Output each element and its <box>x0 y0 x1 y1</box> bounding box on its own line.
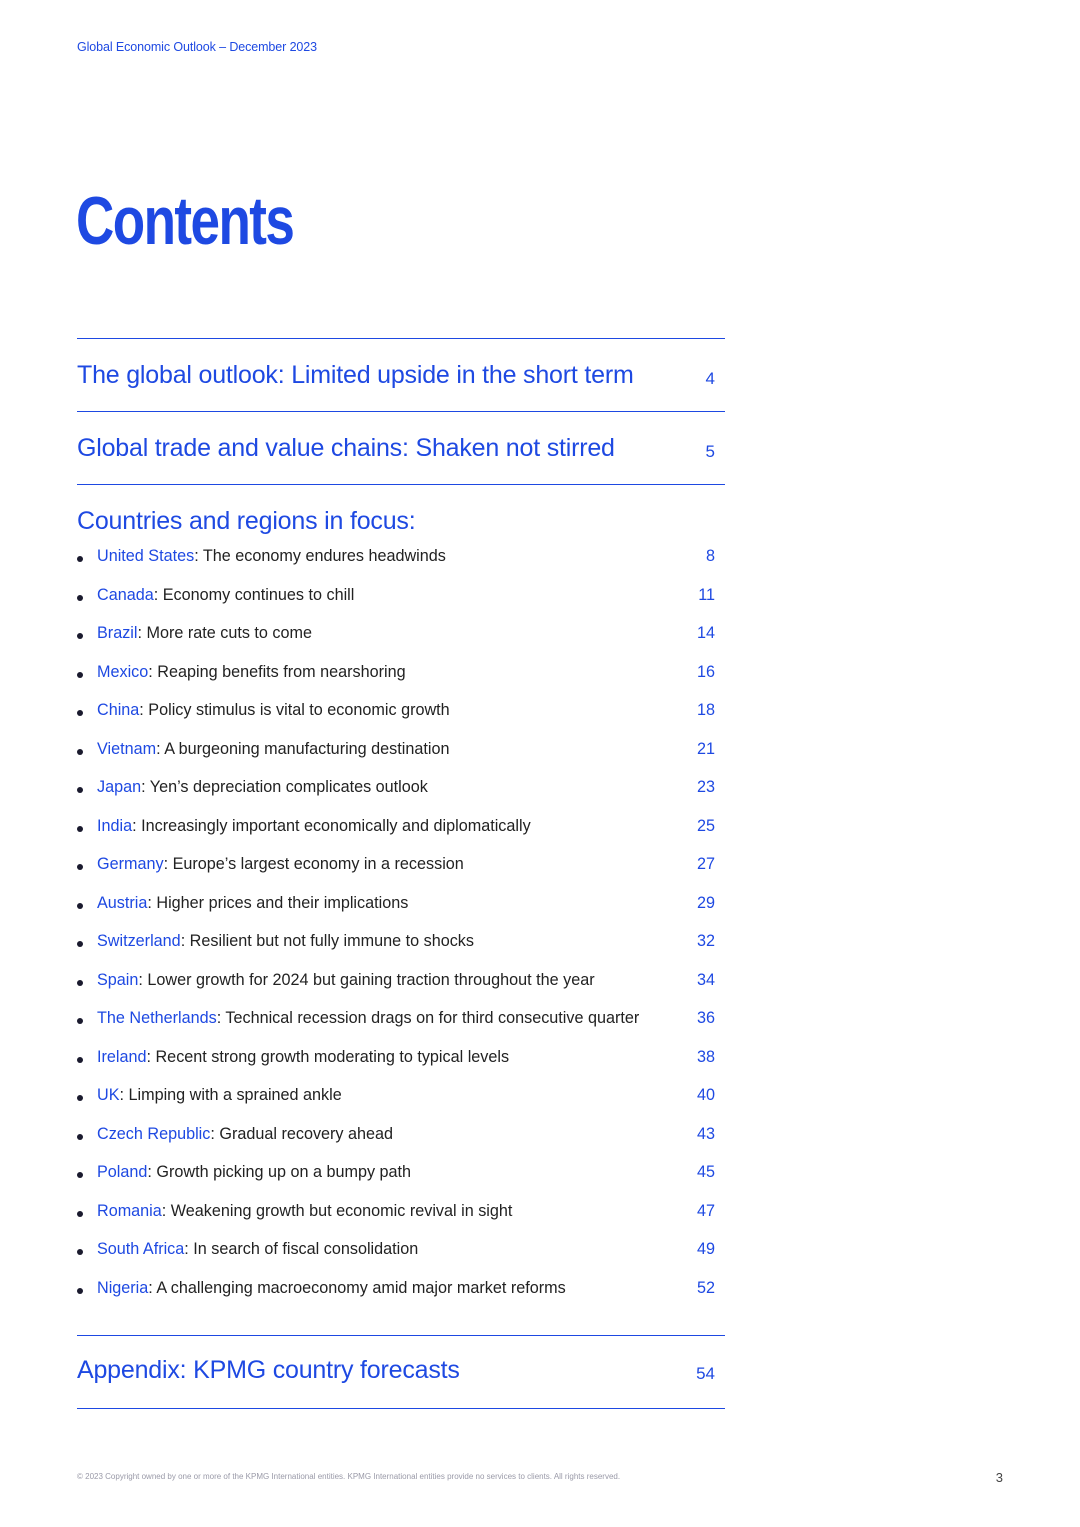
bullet-icon <box>77 1095 83 1101</box>
list-item-page: 8 <box>705 547 715 565</box>
list-item-text <box>97 663 406 682</box>
country-description: : Economy continues to chill <box>153 585 355 604</box>
country-description: : Resilient but not fully immune to shocks <box>180 932 474 950</box>
list-item[interactable] <box>77 778 725 817</box>
list-item-page: 32 <box>696 932 715 950</box>
list-item-text <box>97 586 354 605</box>
country-description: : Reaping benefits from nearshoring <box>148 662 406 681</box>
country-description: : Technical recession drags on for third consecutive quarter <box>216 1009 640 1027</box>
country-description: : Policy stimulus is vital to economic growth <box>139 701 450 719</box>
running-header: Global Economic Outlook – December 2023 <box>77 40 317 54</box>
country-name: Austria <box>97 893 148 912</box>
toc-entry-page: 54 <box>696 1364 715 1383</box>
country-name: Spain <box>97 970 139 989</box>
country-description: : Increasingly important economically and diplomatically <box>132 816 531 835</box>
list-item-page: 14 <box>696 624 715 642</box>
list-item[interactable] <box>77 586 725 625</box>
list-item[interactable] <box>77 624 725 663</box>
country-description: : Europe’s largest economy in a recession <box>163 855 464 873</box>
country-name: Germany <box>97 855 164 873</box>
country-name: Brazil <box>97 624 138 642</box>
list-item-text <box>97 740 449 759</box>
list-item[interactable] <box>77 1202 725 1241</box>
bullet-icon <box>77 864 83 870</box>
country-name: Nigeria <box>97 1278 149 1297</box>
bullet-icon <box>77 826 83 832</box>
bullet-icon <box>77 980 83 986</box>
bullet-icon <box>77 1134 83 1140</box>
list-item[interactable] <box>77 1279 725 1318</box>
country-description: : Growth picking up on a bumpy path <box>147 1163 412 1181</box>
bullet-icon <box>77 1018 83 1024</box>
country-description: : The economy endures headwinds <box>194 547 446 565</box>
country-description: : Weakening growth but economic revival in sight <box>161 1201 513 1220</box>
country-name: United States <box>97 547 195 565</box>
bullet-icon <box>77 710 83 716</box>
country-description: : A burgeoning manufacturing destination <box>156 739 450 758</box>
list-item[interactable] <box>77 740 725 779</box>
bullet-icon <box>77 595 83 601</box>
footer-copyright: © 2023 Copyright owned by one or more of the KPMG International entities. KPMG International entities provide no services to clients. All rights reserved. <box>77 1472 621 1481</box>
country-name: Vietnam <box>97 739 157 758</box>
bullet-icon <box>77 1288 83 1294</box>
divider <box>77 1408 725 1409</box>
list-item-text <box>97 855 464 874</box>
countries-heading: Countries and regions in focus: <box>77 507 416 535</box>
country-name: Poland <box>97 1163 148 1181</box>
country-name: Czech Republic <box>97 1124 211 1143</box>
country-name: Ireland <box>97 1047 147 1066</box>
list-item-page: 23 <box>696 778 715 796</box>
country-description: : Higher prices and their implications <box>147 893 409 912</box>
list-item[interactable] <box>77 971 725 1010</box>
page-title: Contents <box>76 183 294 259</box>
list-item-text <box>97 1009 639 1028</box>
toc-entry-appendix[interactable] <box>77 1336 725 1408</box>
country-name: Romania <box>97 1201 162 1220</box>
toc-entry-page: 5 <box>705 442 715 461</box>
list-item[interactable] <box>77 894 725 933</box>
country-name: South Africa <box>97 1240 185 1258</box>
list-item-page: 52 <box>696 1278 715 1297</box>
list-item-page: 49 <box>696 1240 715 1258</box>
country-description: : A challenging macroeconomy amid major market reforms <box>148 1278 566 1297</box>
list-item-page: 16 <box>696 662 715 681</box>
list-item-page: 34 <box>696 970 715 989</box>
bullet-icon <box>77 787 83 793</box>
list-item-page: 27 <box>696 855 715 873</box>
country-description: : Limping with a sprained ankle <box>119 1086 342 1104</box>
country-name: Canada <box>97 585 154 604</box>
country-description: : In search of fiscal consolidation <box>184 1240 419 1258</box>
country-description: : Yen’s depreciation complicates outlook <box>141 778 428 796</box>
list-item-page: 11 <box>698 585 715 604</box>
bullet-icon <box>77 672 83 678</box>
list-item-page: 18 <box>696 701 715 719</box>
list-item[interactable] <box>77 663 725 702</box>
country-name: UK <box>97 1086 120 1104</box>
list-item-page: 43 <box>696 1124 715 1143</box>
list-item[interactable] <box>77 1240 725 1279</box>
list-item[interactable] <box>77 932 725 971</box>
list-item[interactable] <box>77 701 725 740</box>
country-description: : Gradual recovery ahead <box>210 1124 394 1143</box>
country-description: : More rate cuts to come <box>137 624 313 642</box>
list-item-text <box>97 1086 342 1105</box>
country-name: Japan <box>97 778 142 796</box>
list-item-text <box>97 1202 512 1221</box>
toc-entry-label: Global trade and value chains: Shaken not stirred <box>77 434 615 462</box>
list-item-text <box>97 932 474 951</box>
country-name: India <box>97 816 133 835</box>
list-item-text <box>97 701 450 720</box>
bullet-icon <box>77 903 83 909</box>
country-name: Mexico <box>97 662 149 681</box>
list-item-page: 21 <box>696 739 715 758</box>
bullet-icon <box>77 1249 83 1255</box>
country-description: : Recent strong growth moderating to typical levels <box>146 1047 510 1066</box>
toc-entry-label: The global outlook: Limited upside in the short term <box>77 361 634 389</box>
list-item-text <box>97 547 446 566</box>
country-name: The Netherlands <box>97 1009 217 1027</box>
list-item-page: 29 <box>696 893 715 912</box>
list-item-text <box>97 971 595 990</box>
bullet-icon <box>77 1172 83 1178</box>
list-item-page: 38 <box>696 1047 715 1066</box>
list-item[interactable] <box>77 1048 725 1087</box>
list-item-text <box>97 894 408 913</box>
list-item[interactable] <box>77 1086 725 1125</box>
toc-entry-page: 4 <box>705 369 715 388</box>
country-name: Switzerland <box>97 932 181 950</box>
country-name: China <box>97 701 140 719</box>
list-item-page: 45 <box>696 1163 715 1181</box>
list-item-page: 36 <box>696 1009 715 1027</box>
bullet-icon <box>77 749 83 755</box>
list-item-text <box>97 624 312 643</box>
list-item-text <box>97 1048 509 1067</box>
list-item-text <box>97 1279 566 1298</box>
list-item[interactable] <box>77 855 725 894</box>
list-item-text <box>97 778 428 797</box>
list-item[interactable] <box>77 1163 725 1202</box>
bullet-icon <box>77 556 83 562</box>
list-item[interactable] <box>77 1125 725 1164</box>
toc-entry-label: Appendix: KPMG country forecasts <box>77 1356 460 1384</box>
footer-page-number: 3 <box>995 1470 1003 1485</box>
list-item-page: 40 <box>696 1086 715 1104</box>
table-of-contents <box>77 338 725 1409</box>
list-item-page: 47 <box>696 1201 715 1220</box>
toc-entry-global-outlook[interactable] <box>77 339 725 411</box>
list-item[interactable] <box>77 1009 725 1048</box>
list-item[interactable] <box>77 547 725 586</box>
list-item-text <box>97 817 531 836</box>
list-item-text <box>97 1125 393 1144</box>
country-list <box>77 547 725 1317</box>
bullet-icon <box>77 941 83 947</box>
toc-entry-global-trade[interactable] <box>77 412 725 484</box>
bullet-icon <box>77 1211 83 1217</box>
bullet-icon <box>77 1057 83 1063</box>
list-item-text <box>97 1163 411 1182</box>
list-item-text <box>97 1240 418 1259</box>
bullet-icon <box>77 633 83 639</box>
country-description: : Lower growth for 2024 but gaining traction throughout the year <box>138 970 595 989</box>
list-item-page: 25 <box>696 816 715 835</box>
countries-section <box>77 485 725 1335</box>
list-item[interactable] <box>77 817 725 856</box>
